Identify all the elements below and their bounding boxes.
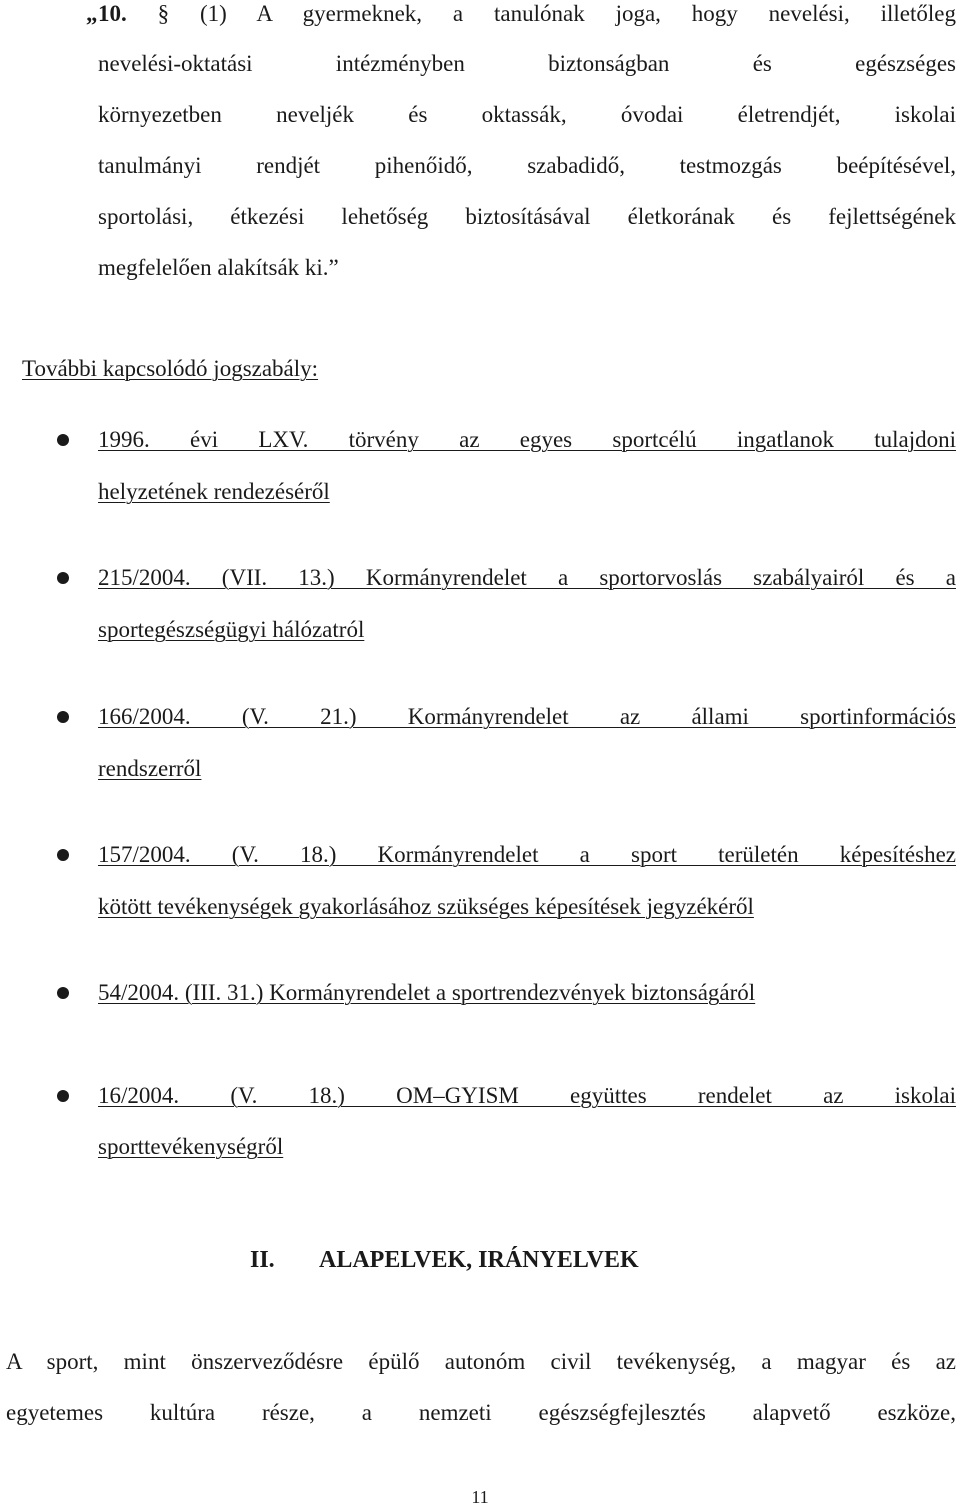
list-item-link[interactable]: 54/2004. (III. 31.) Kormányrendelet a sportrendezvények biztonságáról — [98, 980, 756, 1005]
list-item-link[interactable]: 215/2004. (VII. 13.) Kormányrendelet a sportorvoslás szabályairól és a — [98, 565, 956, 590]
list-item-link[interactable]: helyzetének rendezéséről — [98, 479, 330, 504]
intro-line: megfelelően alakítsák ki.” — [98, 255, 339, 280]
list-item-link[interactable]: 166/2004. (V. 21.) Kormányrendelet az állami sportinformációs — [98, 704, 956, 729]
intro-line: környezetben neveljék és oktassák, óvodai életrendjét, iskolai — [98, 102, 956, 127]
paragraph-first-line — [86, 0, 957, 28]
list-item-link[interactable]: kötött tevékenységek gyakorlásához szükséges képesítések jegyzékéről — [98, 894, 754, 919]
body-line: egyetemes kultúra része, a nemzeti egészségfejlesztés alapvető eszköze, — [6, 1400, 956, 1425]
bullet-icon — [57, 987, 69, 999]
list-item-link[interactable]: sporttevékenységről — [98, 1134, 284, 1159]
bullet-icon — [57, 1090, 69, 1102]
section-sign: § — [157, 1, 170, 26]
list-item-link[interactable]: 16/2004. (V. 18.) OM–GYISM együttes rendelet az iskolai — [98, 1083, 956, 1108]
bullet-icon — [57, 434, 69, 446]
bullet-icon — [57, 572, 69, 584]
list-item-link[interactable]: rendszerről — [98, 756, 202, 781]
section-roman-numeral: II. — [250, 1247, 275, 1273]
list-item-link[interactable]: 157/2004. (V. 18.) Kormányrendelet a sport területén képesítéshez — [98, 842, 956, 867]
list-item-link[interactable]: sportegészségügyi hálózatról — [98, 617, 365, 642]
related-legislation-label: További kapcsolódó jogszabály: — [22, 356, 319, 381]
intro-line: sportolási, étkezési lehetőség biztosításával életkorának és fejlettségének — [98, 204, 956, 229]
first-line-text: (1) A gyermeknek, a tanulónak joga, hogy nevelési, illetőleg — [200, 1, 957, 26]
section-title: ALAPELVEK, IRÁNYELVEK — [319, 1247, 639, 1273]
body-line: A sport, mint önszerveződésre épülő autonóm civil tevékenység, a magyar és az — [6, 1349, 956, 1374]
section-heading — [250, 1246, 639, 1274]
list-item-link[interactable]: 1996. évi LXV. törvény az egyes sportcélú ingatlanok tulajdoni — [98, 427, 956, 452]
bullet-icon — [57, 849, 69, 861]
page-number: 11 — [471, 1487, 489, 1507]
bullet-icon — [57, 711, 69, 723]
section-number: 10. — [98, 1, 127, 26]
intro-line: nevelési-oktatási intézményben biztonságban és egészséges — [98, 51, 956, 76]
intro-line: tanulmányi rendjét pihenőidő, szabadidő, testmozgás beépítésével, — [98, 153, 956, 178]
opening-quote: „ — [86, 1, 98, 26]
